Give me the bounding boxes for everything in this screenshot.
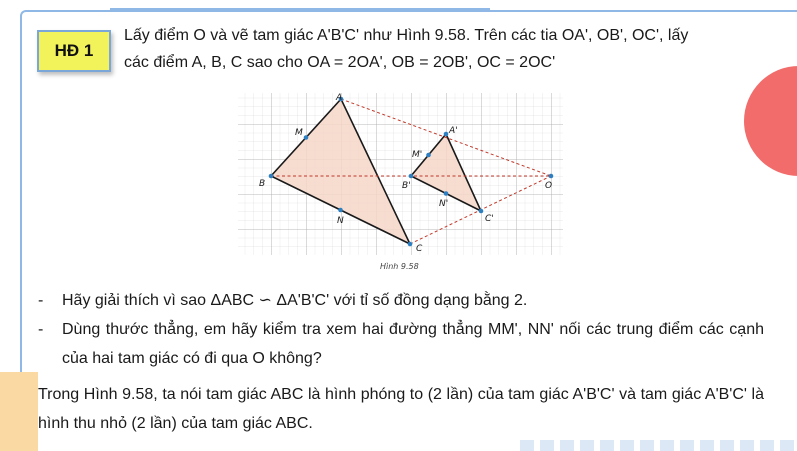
point-m bbox=[304, 135, 309, 140]
activity-badge: HĐ 1 bbox=[37, 30, 111, 72]
label-c: C bbox=[416, 244, 423, 254]
decor-bottom-stripes bbox=[520, 440, 797, 451]
top-decor-strip bbox=[110, 0, 490, 10]
point-n-prime bbox=[444, 191, 449, 196]
point-m-prime bbox=[426, 153, 431, 158]
bullet-text-2: Dùng thước thẳng, em hãy kiểm tra xem hai đường thẳng MM', NN' nối các trung điểm các cạnh của hai tam giác có đi qua O không? bbox=[62, 321, 764, 367]
figure-svg bbox=[236, 89, 565, 275]
label-c-prime: C' bbox=[485, 214, 494, 224]
label-a-prime: A' bbox=[449, 126, 458, 136]
point-b-prime bbox=[409, 174, 414, 179]
bullet-item-1 bbox=[38, 286, 764, 315]
bullet-text-1: Hãy giải thích vì sao ΔABC ∽ ΔA'B'C' với tỉ số đồng dạng bằng 2. bbox=[62, 292, 528, 309]
bullet-list bbox=[38, 286, 764, 373]
point-c-prime bbox=[479, 209, 484, 214]
label-n: N bbox=[337, 216, 344, 226]
figure-9-58 bbox=[236, 89, 565, 275]
label-b: B bbox=[259, 179, 266, 189]
closing-paragraph: Trong Hình 9.58, ta nói tam giác ABC là hình phóng to (2 lần) của tam giác A'B'C' và tam giác A'B'C' là hình thu nhỏ (2 lần) của tam giác ABC. bbox=[38, 386, 764, 432]
label-a: A bbox=[336, 93, 343, 103]
point-a-prime bbox=[444, 132, 449, 137]
point-n bbox=[338, 208, 343, 213]
point-c bbox=[408, 242, 413, 247]
point-o bbox=[549, 174, 554, 179]
bullet-item-2 bbox=[38, 315, 764, 373]
decor-left-block bbox=[0, 372, 38, 451]
intro-line-2: các điểm A, B, C sao cho OA = 2OA', OB = 2OB', OC = 2OC' bbox=[124, 54, 556, 71]
label-n-prime: N' bbox=[439, 199, 449, 209]
label-m-prime: M' bbox=[412, 150, 423, 160]
figure-caption: Hình 9.58 bbox=[380, 262, 419, 271]
label-o: O bbox=[545, 181, 553, 191]
bullet-marker: - bbox=[38, 321, 44, 338]
label-m: M bbox=[295, 128, 303, 138]
bullet-marker: - bbox=[38, 292, 44, 309]
intro-text bbox=[124, 22, 764, 76]
intro-line-1: Lấy điểm O và vẽ tam giác A'B'C' như Hình 9.58. Trên các tia OA', OB', OC', lấy bbox=[124, 27, 689, 44]
label-b-prime: B' bbox=[402, 181, 411, 191]
point-b bbox=[269, 174, 274, 179]
